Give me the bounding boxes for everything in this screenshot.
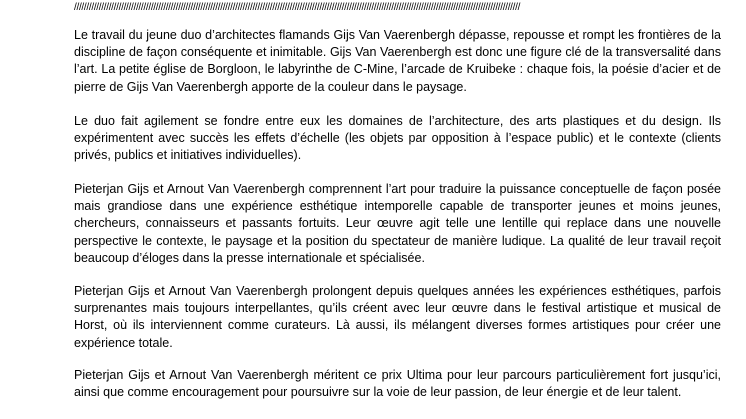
separator-line: ////////////////////////////////////////////////////////////////////////////////////////////////////////////////////////////////////////////////////////////////////////////////////	[74, 2, 521, 13]
paragraph-2: Le duo fait agilement se fondre entre eux les domaines de l’architecture, des arts plastiques et du design. Ils expérimentent avec succès les effets d’échelle (les objets par opposition à l’espace public) et le contexte (clients privés, publics et initiatives individuelles).	[74, 114, 721, 163]
paragraph-3: Pieterjan Gijs et Arnout Van Vaerenbergh comprennent l’art pour traduire la puissance conceptuelle de façon posée mais grandiose dans une expérience esthétique intemporelle capable de transporter jeunes et moins jeunes, chercheurs, connaisseurs et passants fortuits. Leur œuvre agit telle une lentille qui replace dans une nouvelle perspective le contexte, le paysage et la position du spectateur de manière ludique. La qualité de leur travail reçoit beaucoup d’éloges dans la presse internationale et spécialisée.	[74, 182, 721, 265]
paragraph-1: Le travail du jeune duo d’architectes flamands Gijs Van Vaerenbergh dépasse, repousse et rompt les frontières de la discipline de façon conséquente et inimitable. Gijs Van Vaerenbergh est donc une figure clé de la transversalité dans l’art. La petite église de Borgloon, le labyrinthe de C-Mine, l’arcade de Kruibeke : chaque fois, la poésie d’acier et de pierre de Gijs Van Vaerenbergh apporte de la couleur dans le paysage.	[74, 28, 721, 94]
paragraph-5: Pieterjan Gijs et Arnout Van Vaerenbergh méritent ce prix Ultima pour leur parcours particulièrement fort jusqu’ici, ainsi que comme encouragement pour poursuivre sur la voie de leur passion, de leur énergie et de leur talent.	[74, 368, 721, 400]
paragraph-4: Pieterjan Gijs et Arnout Van Vaerenbergh prolongent depuis quelques années les expériences esthétiques, parfois surprenantes mais toujours interpellantes, qu’ils créent avec leur œuvre dans le festival artistique et musical de Horst, où ils interviennent comme curateurs. Là aussi, ils mélangent diverses formes artistiques pour créer une expérience totale.	[74, 284, 721, 350]
